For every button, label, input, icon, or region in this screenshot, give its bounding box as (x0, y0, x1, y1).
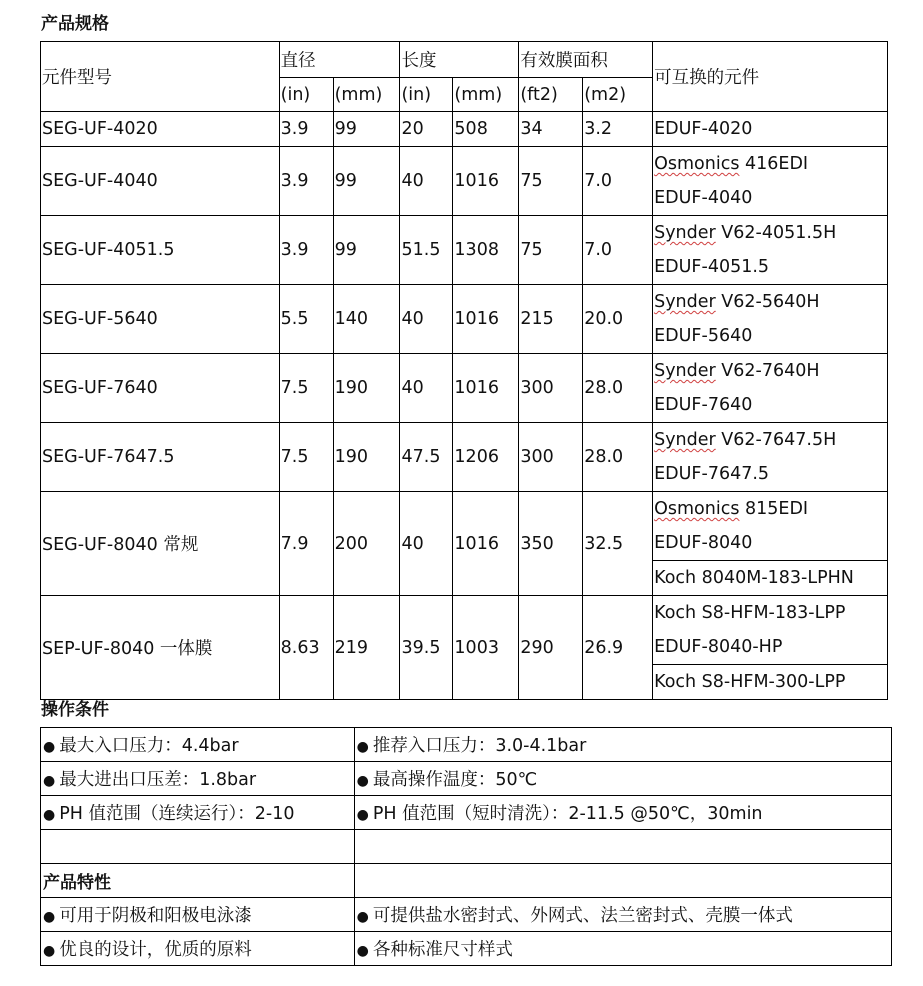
bullet-icon: ● (356, 943, 369, 959)
length-mm-cell: 1206 (453, 423, 519, 492)
interchangeable-cell (653, 285, 888, 354)
features-section-title: 产品特性 (41, 864, 355, 898)
model-cell: SEG-UF-7640 (41, 354, 280, 423)
unit-area-m2: (m2) (583, 78, 653, 112)
length-in-cell: 40 (400, 492, 453, 596)
condition-text: 最大进出口压差：1.8bar (59, 770, 257, 790)
diameter-mm-cell: 99 (333, 147, 400, 216)
area-ft2-cell: 290 (519, 596, 583, 700)
spec-row (41, 492, 888, 561)
diameter-in-cell: 3.9 (279, 147, 333, 216)
area-ft2-cell: 300 (519, 423, 583, 492)
length-in-cell: 47.5 (400, 423, 453, 492)
bullet-icon: ● (43, 773, 56, 789)
unit-length-mm: (mm) (453, 78, 519, 112)
header-length: 长度 (400, 42, 519, 78)
length-mm-cell: 1016 (453, 147, 519, 216)
spec-row (41, 423, 888, 492)
interchangeable-item: Synder V62-5640H (654, 292, 820, 312)
condition-text: PH 值范围（短时清洗）：2-11.5 @50℃，30min (372, 804, 763, 824)
length-in-cell: 40 (400, 285, 453, 354)
diameter-mm-cell: 140 (333, 285, 400, 354)
interchangeable-item: EDUF-8040 (654, 533, 753, 553)
area-ft2-cell: 215 (519, 285, 583, 354)
feature-right-cell (354, 898, 891, 932)
interchangeable-item: Osmonics 815EDI (654, 499, 809, 519)
ops-table (40, 727, 892, 966)
spec-row (41, 354, 888, 423)
diameter-in-cell: 3.9 (279, 112, 333, 147)
bullet-icon: ● (43, 807, 56, 823)
interchangeable-cell (653, 561, 888, 596)
area-m2-cell: 3.2 (583, 112, 653, 147)
length-in-cell: 20 (400, 112, 453, 147)
diameter-in-cell: 7.9 (279, 492, 333, 596)
ops-left-cell (41, 728, 355, 762)
length-mm-cell: 1003 (453, 596, 519, 700)
spec-table (40, 41, 888, 700)
bullet-icon: ● (43, 909, 56, 925)
blank-cell (354, 830, 891, 864)
interchangeable-item: EDUF-5640 (654, 326, 753, 346)
diameter-mm-cell: 190 (333, 423, 400, 492)
feature-left-cell (41, 898, 355, 932)
interchangeable-item: EDUF-7640 (654, 395, 753, 415)
blank-cell (41, 830, 355, 864)
length-in-cell: 51.5 (400, 216, 453, 285)
bullet-icon: ● (356, 773, 369, 789)
area-ft2-cell: 300 (519, 354, 583, 423)
unit-length-in: (in) (400, 78, 453, 112)
interchangeable-item: Koch 8040M-183-LPHN (654, 568, 854, 588)
condition-text: 最高操作温度：50℃ (372, 770, 538, 790)
area-m2-cell: 28.0 (583, 354, 653, 423)
condition-text: 最大入口压力：4.4bar (59, 736, 239, 756)
diameter-in-cell: 7.5 (279, 423, 333, 492)
model-cell: SEG-UF-5640 (41, 285, 280, 354)
diameter-in-cell: 7.5 (279, 354, 333, 423)
model-cell: SEG-UF-4040 (41, 147, 280, 216)
length-in-cell: 40 (400, 354, 453, 423)
interchangeable-item: EDUF-8040-HP (654, 637, 783, 657)
spec-row (41, 596, 888, 665)
interchangeable-item: EDUF-4020 (654, 119, 753, 139)
condition-text: 各种标准尺寸样式 (372, 940, 513, 960)
condition-text: 可提供盐水密封式、外网式、法兰密封式、壳膜一体式 (372, 906, 793, 926)
area-m2-cell: 28.0 (583, 423, 653, 492)
ops-right-cell (354, 796, 891, 830)
interchangeable-item: Synder V62-7647.5H (654, 430, 837, 450)
area-m2-cell: 20.0 (583, 285, 653, 354)
area-m2-cell: 7.0 (583, 147, 653, 216)
interchangeable-item: Koch S8-HFM-183-LPP (654, 603, 846, 623)
interchangeable-cell (653, 665, 888, 700)
area-ft2-cell: 350 (519, 492, 583, 596)
feature-right-cell (354, 932, 891, 966)
unit-diameter-mm: (mm) (333, 78, 400, 112)
model-cell: SEP-UF-8040 一体膜 (41, 596, 280, 700)
diameter-mm-cell: 99 (333, 216, 400, 285)
length-mm-cell: 1016 (453, 492, 519, 596)
area-m2-cell: 26.9 (583, 596, 653, 700)
interchangeable-item: Koch S8-HFM-300-LPP (654, 672, 846, 692)
area-m2-cell: 7.0 (583, 216, 653, 285)
model-cell: SEG-UF-4020 (41, 112, 280, 147)
header-diameter: 直径 (279, 42, 400, 78)
bullet-icon: ● (356, 807, 369, 823)
interchangeable-item: Synder V62-4051.5H (654, 223, 837, 243)
spec-row (41, 285, 888, 354)
header-model: 元件型号 (41, 42, 280, 112)
diameter-mm-cell: 99 (333, 112, 400, 147)
bullet-icon: ● (43, 739, 56, 755)
interchangeable-cell (653, 112, 888, 147)
ops-left-cell (41, 762, 355, 796)
interchangeable-item: EDUF-7647.5 (654, 464, 770, 484)
diameter-mm-cell: 219 (333, 596, 400, 700)
ops-left-cell (41, 796, 355, 830)
ops-right-cell (354, 728, 891, 762)
condition-text: 优良的设计，优质的原料 (59, 940, 252, 960)
spec-section-title: 产品规格 (41, 14, 109, 34)
model-cell: SEG-UF-7647.5 (41, 423, 280, 492)
condition-text: PH 值范围（连续运行）：2-10 (59, 804, 295, 824)
area-m2-cell: 32.5 (583, 492, 653, 596)
length-in-cell: 39.5 (400, 596, 453, 700)
condition-text: 推荐入口压力：3.0-4.1bar (372, 736, 587, 756)
interchangeable-item: Synder V62-7640H (654, 361, 820, 381)
length-mm-cell: 1016 (453, 285, 519, 354)
interchangeable-cell (653, 147, 888, 216)
bullet-icon: ● (356, 909, 369, 925)
diameter-in-cell: 8.63 (279, 596, 333, 700)
diameter-mm-cell: 190 (333, 354, 400, 423)
area-ft2-cell: 34 (519, 112, 583, 147)
length-in-cell: 40 (400, 147, 453, 216)
length-mm-cell: 508 (453, 112, 519, 147)
area-ft2-cell: 75 (519, 216, 583, 285)
interchangeable-item: EDUF-4051.5 (654, 257, 770, 277)
interchangeable-cell (653, 216, 888, 285)
ops-section-title: 操作条件 (41, 700, 109, 720)
interchangeable-item: Osmonics 416EDI (654, 154, 809, 174)
area-ft2-cell: 75 (519, 147, 583, 216)
diameter-in-cell: 3.9 (279, 216, 333, 285)
interchangeable-item: EDUF-4040 (654, 188, 753, 208)
spec-row (41, 147, 888, 216)
model-cell: SEG-UF-8040 常规 (41, 492, 280, 596)
bullet-icon: ● (43, 943, 56, 959)
length-mm-cell: 1308 (453, 216, 519, 285)
bullet-icon: ● (356, 739, 369, 755)
condition-text: 可用于阴极和阳极电泳漆 (59, 906, 252, 926)
ops-right-cell (354, 762, 891, 796)
spec-row (41, 112, 888, 147)
length-mm-cell: 1016 (453, 354, 519, 423)
feature-left-cell (41, 932, 355, 966)
diameter-mm-cell: 200 (333, 492, 400, 596)
unit-diameter-in: (in) (279, 78, 333, 112)
interchangeable-cell (653, 596, 888, 665)
spec-row (41, 216, 888, 285)
blank-cell (354, 864, 891, 898)
interchangeable-cell (653, 354, 888, 423)
model-cell: SEG-UF-4051.5 (41, 216, 280, 285)
header-interchangeable: 可互换的元件 (653, 42, 888, 112)
interchangeable-cell (653, 423, 888, 492)
unit-area-ft2: (ft2) (519, 78, 583, 112)
header-area: 有效膜面积 (519, 42, 653, 78)
diameter-in-cell: 5.5 (279, 285, 333, 354)
interchangeable-cell (653, 492, 888, 561)
